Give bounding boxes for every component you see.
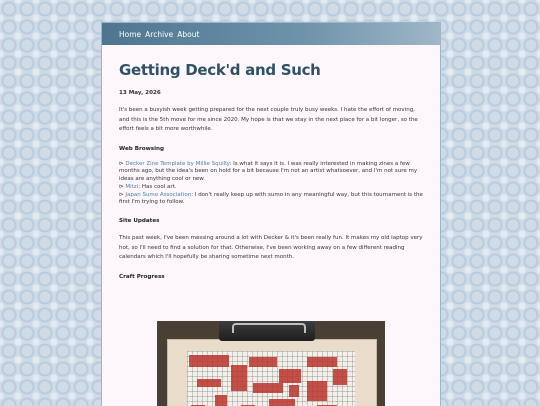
list-item — [119, 192, 423, 208]
web-browsing-list — [119, 161, 423, 208]
stitch-block — [333, 369, 347, 385]
stitch-block — [307, 381, 327, 401]
post-page — [101, 22, 441, 406]
top-nav — [102, 23, 440, 45]
craft-progress-heading: Craft Progress — [119, 273, 165, 280]
list-item-text: : I don't really keep up with sumo in any meaningful way, but this tournament is the first I'm trying to follow. — [119, 191, 423, 206]
post-content — [102, 61, 440, 280]
stitch-block — [189, 355, 229, 367]
site-updates-heading: Site Updates — [119, 218, 160, 225]
post-date: 13 May, 2026 — [119, 90, 161, 96]
decker-zine-link[interactable]: Decker Zine Template by Millie Squilly — [125, 160, 230, 167]
mitzi-link[interactable]: Mitzi — [125, 183, 139, 190]
web-browsing-heading: Web Browsing — [119, 145, 164, 152]
bullet-icon: ⊳ — [119, 160, 124, 167]
bullet-icon: ⊳ — [119, 191, 124, 198]
list-item-text: : Has cool art. — [138, 183, 177, 190]
list-item — [119, 184, 423, 192]
stitch-block — [249, 357, 277, 367]
nav-about-link[interactable]: About — [177, 29, 200, 39]
nav-home-link[interactable]: Home — [119, 29, 142, 39]
stitch-block — [307, 357, 337, 367]
stitch-block — [289, 385, 299, 397]
list-item — [119, 161, 423, 184]
nav-archive-link[interactable]: Archive — [145, 29, 174, 39]
stitch-block — [197, 379, 221, 387]
stitch-block — [215, 395, 227, 406]
post-intro: It's been a busyish week getting prepared for the next couple truly busy weeks. I hate the effort of moving, and this is the 5th move for me since 2020. My hope is that we stay in the next place for a bit longer, so the effort feels a bit more worthwhile. — [119, 107, 418, 132]
craft-progress-photo — [157, 321, 385, 406]
bullet-icon: ⊳ — [119, 183, 124, 190]
list-item-text: : Is what it says it is. I was really interested in making zines a few months ago, but the idea's been on hold for a bit because I'm not an artist whatsoever, and I'm not sure my ideas are anything cool or new. — [119, 160, 418, 183]
sumo-association-link[interactable]: Japan Sumo Association — [125, 191, 192, 198]
post-title: Getting Deck'd and Such — [119, 61, 321, 79]
stitch-block — [279, 369, 301, 383]
stitch-block — [253, 383, 283, 393]
stitch-block — [231, 365, 247, 391]
site-updates-text: This past week, I've been messing around a lot with Decker & it's been really fun. It makes my old laptop very hot, so I'll need to find a solution for that. Otherwise, I've been working away on a few different reading calendars which I'll hopefully be sharing sometime next month. — [119, 235, 423, 261]
clipboard-clip-handle — [232, 323, 306, 333]
